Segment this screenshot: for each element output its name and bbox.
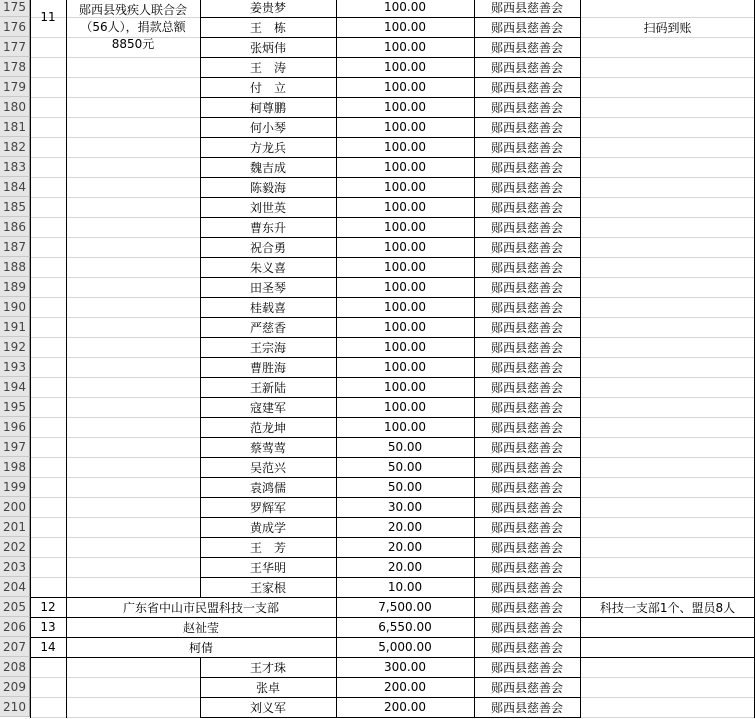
donor-amount[interactable]: 100.00 — [384, 120, 426, 134]
donor-amount[interactable]: 100.00 — [384, 420, 426, 434]
row-header[interactable]: 208 — [0, 657, 30, 677]
donor-name[interactable]: 刘世英 — [249, 200, 286, 215]
donor-recipient[interactable]: 郧西县慈善会 — [490, 120, 563, 135]
donor-amount[interactable]: 200.00 — [384, 680, 426, 694]
border — [336, 0, 337, 718]
donor-amount[interactable]: 100.00 — [384, 140, 426, 154]
donor-recipient[interactable]: 郧西县慈善会 — [490, 0, 563, 15]
donor-amount[interactable]: 100.00 — [384, 380, 426, 394]
donor-name[interactable]: 王家根 — [249, 580, 286, 595]
group-note[interactable]: 扫码到账 — [643, 20, 692, 35]
donor-name[interactable]: 吴范兴 — [249, 460, 286, 475]
donor-amount[interactable]: 30.00 — [387, 500, 423, 514]
donor-name[interactable]: 袁鸿儒 — [249, 480, 286, 495]
donor-recipient[interactable]: 郧西县慈善会 — [490, 520, 563, 535]
donor-recipient[interactable]: 郧西县慈善会 — [490, 40, 563, 55]
border — [200, 257, 581, 258]
border — [200, 657, 201, 718]
border — [200, 177, 581, 178]
border — [200, 277, 581, 278]
border — [200, 677, 581, 678]
donor-name[interactable]: 何小琴 — [249, 120, 286, 135]
donor-recipient[interactable]: 郧西县慈善会 — [490, 460, 563, 475]
donor-name[interactable]: 张炳伟 — [249, 40, 286, 55]
row-header[interactable]: 195 — [0, 397, 30, 417]
donor-amount[interactable]: 100.00 — [384, 100, 426, 114]
donor-amount[interactable]: 100.00 — [384, 0, 426, 14]
donor-amount[interactable]: 50.00 — [387, 480, 423, 494]
border — [200, 17, 581, 18]
row-recipient[interactable]: 郧西县慈善会 — [490, 600, 563, 615]
donor-amount[interactable]: 200.00 — [384, 700, 426, 714]
donor-recipient[interactable]: 郧西县慈善会 — [490, 540, 563, 555]
donor-recipient[interactable]: 郧西县慈善会 — [490, 220, 563, 235]
border — [200, 337, 581, 338]
border — [200, 557, 581, 558]
row-name[interactable]: 柯倩 — [188, 640, 213, 655]
row-name[interactable]: 赵祉莹 — [182, 620, 219, 635]
donor-amount[interactable]: 20.00 — [387, 520, 423, 534]
border — [200, 157, 581, 158]
row-header[interactable]: 175 — [0, 0, 30, 17]
row-header[interactable]: 205 — [0, 597, 30, 617]
row-header[interactable]: 188 — [0, 257, 30, 277]
donor-recipient[interactable]: 郧西县慈善会 — [490, 100, 563, 115]
row-name[interactable]: 广东省中山市民盟科技一支部 — [122, 600, 279, 615]
donor-recipient[interactable]: 郧西县慈善会 — [490, 440, 563, 455]
border — [200, 217, 581, 218]
donor-recipient[interactable]: 郧西县慈善会 — [490, 80, 563, 95]
donor-name[interactable]: 王 芳 — [249, 540, 286, 555]
border — [200, 437, 581, 438]
row-seq[interactable]: 13 — [40, 620, 56, 634]
row-header[interactable]: 177 — [0, 37, 30, 57]
donor-recipient[interactable]: 郧西县慈善会 — [490, 380, 563, 395]
donor-amount[interactable]: 50.00 — [387, 440, 423, 454]
donor-amount[interactable]: 100.00 — [384, 60, 426, 74]
donor-amount[interactable]: 100.00 — [384, 40, 426, 54]
border — [200, 577, 581, 578]
row-header[interactable]: 207 — [0, 637, 30, 657]
row-header[interactable]: 209 — [0, 677, 30, 697]
donor-amount[interactable]: 100.00 — [384, 160, 426, 174]
donor-name[interactable]: 蔡莺莺 — [249, 440, 286, 455]
donor-name[interactable]: 陈毅海 — [249, 180, 286, 195]
row-header[interactable]: 206 — [0, 617, 30, 637]
border — [580, 0, 581, 718]
row-note[interactable] — [580, 617, 755, 637]
donor-name[interactable]: 王新陆 — [249, 380, 286, 395]
row-header[interactable]: 189 — [0, 277, 30, 297]
donor-name[interactable]: 范龙坤 — [249, 420, 286, 435]
donor-name[interactable]: 王才珠 — [249, 660, 286, 675]
donor-amount[interactable]: 100.00 — [384, 260, 426, 274]
donor-name[interactable]: 刘义军 — [249, 700, 286, 715]
donor-name[interactable]: 田圣琴 — [249, 280, 286, 295]
donor-name[interactable]: 魏吉成 — [249, 160, 286, 175]
donor-recipient[interactable]: 郧西县慈善会 — [490, 360, 563, 375]
donor-name[interactable]: 柯尊鹏 — [249, 100, 286, 115]
donor-name[interactable]: 黄成学 — [249, 520, 286, 535]
border — [200, 117, 581, 118]
row-header[interactable]: 183 — [0, 157, 30, 177]
donor-name[interactable]: 王宗海 — [249, 340, 286, 355]
border — [200, 417, 581, 418]
row-header[interactable]: 201 — [0, 517, 30, 537]
border — [30, 637, 755, 638]
donor-recipient[interactable]: 郧西县慈善会 — [490, 420, 563, 435]
border — [200, 497, 581, 498]
row-header[interactable]: 178 — [0, 57, 30, 77]
row-seq[interactable]: 14 — [40, 640, 56, 654]
donor-recipient[interactable]: 郧西县慈善会 — [490, 500, 563, 515]
row-header[interactable]: 192 — [0, 337, 30, 357]
donor-amount[interactable]: 100.00 — [384, 280, 426, 294]
donor-recipient[interactable]: 郧西县慈善会 — [490, 680, 563, 695]
donor-recipient[interactable]: 郧西县慈善会 — [490, 400, 563, 415]
donor-amount[interactable]: 20.00 — [387, 540, 423, 554]
donor-amount[interactable]: 100.00 — [384, 340, 426, 354]
donor-amount[interactable]: 100.00 — [384, 240, 426, 254]
border — [200, 137, 581, 138]
row-recipient[interactable]: 郧西县慈善会 — [490, 620, 563, 635]
row-header[interactable]: 198 — [0, 457, 30, 477]
row-header[interactable]: 187 — [0, 237, 30, 257]
donor-recipient[interactable]: 郧西县慈善会 — [490, 580, 563, 595]
row-header[interactable]: 179 — [0, 77, 30, 97]
row-amount[interactable]: 5,000.00 — [378, 640, 432, 654]
donor-recipient[interactable]: 郧西县慈善会 — [490, 180, 563, 195]
donor-name[interactable]: 严慈香 — [249, 320, 286, 335]
donor-recipient[interactable]: 郧西县慈善会 — [490, 320, 563, 335]
donor-amount[interactable]: 20.00 — [387, 560, 423, 574]
donor-name[interactable]: 桂载喜 — [249, 300, 286, 315]
row-recipient[interactable]: 郧西县慈善会 — [490, 640, 563, 655]
donor-recipient[interactable]: 郧西县慈善会 — [490, 300, 563, 315]
border — [200, 97, 581, 98]
row-note[interactable]: 科技一支部1个、盟员8人 — [599, 600, 736, 615]
border — [200, 517, 581, 518]
row-header[interactable]: 194 — [0, 377, 30, 397]
donor-name[interactable]: 曹胜海 — [249, 360, 286, 375]
row-header[interactable]: 193 — [0, 357, 30, 377]
donor-name[interactable]: 姜贵梦 — [249, 0, 286, 15]
border — [200, 377, 581, 378]
donor-recipient[interactable]: 郧西县慈善会 — [490, 140, 563, 155]
row-header[interactable]: 204 — [0, 577, 30, 597]
border — [200, 397, 581, 398]
border — [30, 597, 755, 598]
border — [30, 657, 755, 658]
donor-name[interactable]: 王 涛 — [249, 60, 286, 75]
border — [200, 537, 581, 538]
donor-name[interactable]: 王 栋 — [249, 20, 286, 35]
donor-amount[interactable]: 100.00 — [384, 220, 426, 234]
border — [200, 0, 201, 598]
row-header[interactable]: 202 — [0, 537, 30, 557]
border — [200, 237, 581, 238]
donor-amount[interactable]: 100.00 — [384, 200, 426, 214]
donor-recipient[interactable]: 郧西县慈善会 — [490, 340, 563, 355]
donor-amount[interactable]: 100.00 — [384, 180, 426, 194]
donor-name[interactable]: 张卓 — [255, 680, 280, 695]
donor-name[interactable]: 曹东升 — [249, 220, 286, 235]
row-header[interactable]: 185 — [0, 197, 30, 217]
donor-amount[interactable]: 100.00 — [384, 320, 426, 334]
row-header[interactable]: 180 — [0, 97, 30, 117]
donor-name[interactable]: 寇建军 — [249, 400, 286, 415]
donor-name[interactable]: 朱义喜 — [249, 260, 286, 275]
row-header[interactable]: 191 — [0, 317, 30, 337]
donor-recipient[interactable]: 郧西县慈善会 — [490, 240, 563, 255]
row-header[interactable]: 196 — [0, 417, 30, 437]
border — [200, 317, 581, 318]
donor-name[interactable]: 罗辉军 — [249, 500, 286, 515]
donor-recipient[interactable]: 郧西县慈善会 — [490, 200, 563, 215]
border — [200, 697, 581, 698]
row-header[interactable]: 176 — [0, 17, 30, 37]
donor-name[interactable]: 付 立 — [249, 80, 286, 95]
donor-recipient[interactable]: 郧西县慈善会 — [490, 20, 563, 35]
border — [200, 77, 581, 78]
border — [66, 0, 67, 718]
border — [200, 477, 581, 478]
row-header[interactable]: 197 — [0, 437, 30, 457]
border — [200, 357, 581, 358]
border — [30, 0, 31, 718]
donor-amount[interactable]: 100.00 — [384, 400, 426, 414]
donor-amount[interactable]: 100.00 — [384, 360, 426, 374]
donor-name[interactable]: 王华明 — [249, 560, 286, 575]
border — [30, 617, 755, 618]
donor-amount[interactable]: 10.00 — [387, 580, 423, 594]
row-seq[interactable]: 12 — [40, 600, 56, 614]
row-header[interactable]: 210 — [0, 697, 30, 717]
row-header[interactable]: 184 — [0, 177, 30, 197]
row-header[interactable]: 181 — [0, 117, 30, 137]
border — [200, 297, 581, 298]
border — [474, 0, 475, 718]
border — [200, 57, 581, 58]
row-header[interactable]: 200 — [0, 497, 30, 517]
border — [200, 457, 581, 458]
donor-recipient[interactable]: 郧西县慈善会 — [490, 260, 563, 275]
row-header[interactable]: 203 — [0, 557, 30, 577]
donor-amount[interactable]: 100.00 — [384, 20, 426, 34]
border — [200, 37, 581, 38]
border — [200, 717, 581, 718]
group-org[interactable]: 郧西县残疾人联合会（56人），捐款总额8850元 — [78, 2, 187, 51]
donor-recipient[interactable]: 郧西县慈善会 — [490, 60, 563, 75]
row-note[interactable] — [580, 637, 755, 657]
donor-name[interactable]: 祝合勇 — [249, 240, 286, 255]
donor-amount[interactable]: 300.00 — [384, 660, 426, 674]
row-header[interactable]: 186 — [0, 217, 30, 237]
donor-amount[interactable]: 100.00 — [384, 300, 426, 314]
border — [200, 197, 581, 198]
group-seq[interactable]: 11 — [40, 10, 56, 24]
row-header[interactable]: 182 — [0, 137, 30, 157]
row-amount[interactable]: 7,500.00 — [378, 600, 432, 614]
row-header[interactable]: 190 — [0, 297, 30, 317]
donor-recipient[interactable]: 郧西县慈善会 — [490, 660, 563, 675]
donor-amount[interactable]: 100.00 — [384, 80, 426, 94]
donor-name[interactable]: 方龙兵 — [249, 140, 286, 155]
donor-recipient[interactable]: 郧西县慈善会 — [490, 700, 563, 715]
row-header[interactable]: 199 — [0, 477, 30, 497]
donor-recipient[interactable]: 郧西县慈善会 — [490, 280, 563, 295]
donor-recipient[interactable]: 郧西县慈善会 — [490, 480, 563, 495]
donor-recipient[interactable]: 郧西县慈善会 — [490, 560, 563, 575]
donor-recipient[interactable]: 郧西县慈善会 — [490, 160, 563, 175]
donor-amount[interactable]: 50.00 — [387, 460, 423, 474]
row-amount[interactable]: 6,550.00 — [378, 620, 432, 634]
